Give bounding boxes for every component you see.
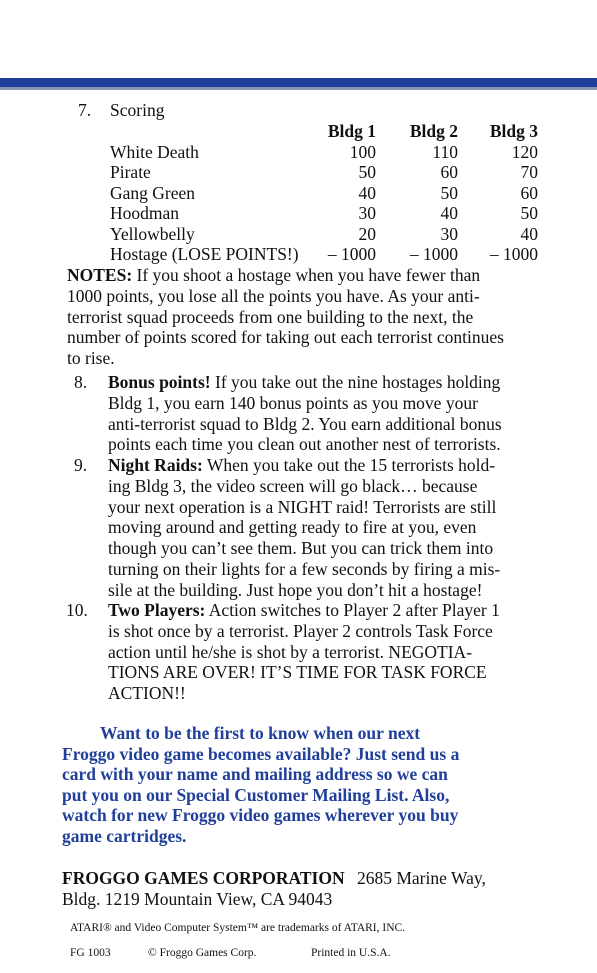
text-line: TIONS ARE OVER! IT’S TIME FOR TASK FORCE: [108, 662, 487, 683]
cell: 50: [440, 183, 458, 203]
text-line: Froggo video game becomes available? Just send us a: [62, 743, 460, 764]
cell: 40: [440, 203, 458, 223]
printed-notice: Printed in U.S.A.: [311, 947, 391, 959]
text-line: to rise.: [67, 348, 115, 369]
text-line: sile at the building. Just hope you don’t hit a hostage!: [108, 579, 483, 600]
cell: 60: [520, 183, 538, 203]
text-line: ing Bldg 3, the video screen will go black… because: [108, 475, 478, 496]
address-line-2: Bldg. 1219 Mountain View, CA 94043: [62, 889, 333, 909]
text-line: though you can’t see them. But you can trick them into: [108, 538, 494, 559]
row-label: White Death: [110, 142, 199, 162]
text-line: is shot once by a terrorist. Player 2 controls Task Force: [108, 620, 493, 641]
text-line: [108, 372, 502, 393]
trademark-notice: ATARI® and Video Computer System™ are trademarks of ATARI, INC.: [70, 922, 406, 934]
text-line: put you on our Special Customer Mailing List. Also,: [62, 784, 450, 805]
text-run: If you shoot a hostage when you have fewer than: [132, 265, 481, 285]
text-line: [67, 265, 504, 286]
text-line: game cartridges.: [62, 825, 187, 846]
two-players-paragraph: [108, 600, 500, 704]
column-header-bldg2: Bldg 2: [409, 121, 458, 141]
notes-paragraph: [67, 265, 504, 369]
row-label: Yellowbelly: [110, 224, 195, 244]
bonus-label: Bonus points!: [108, 372, 211, 392]
table-row: [110, 244, 540, 265]
text-line: terrorist squad proceeds from one building to the next, the: [67, 306, 474, 327]
text-line: anti-terrorist squad to Bldg 2. You earn additional bonus: [108, 413, 502, 434]
header-band-shadow: [0, 87, 597, 90]
cell: 40: [358, 183, 376, 203]
text-line: Want to be the first to know when our next: [100, 723, 421, 743]
company-address-line: [62, 868, 486, 889]
text-run: Action switches to Player 2 after Player 1: [205, 600, 500, 620]
text-line: [108, 600, 500, 621]
row-label: Hoodman: [110, 203, 180, 223]
cell: – 1000: [327, 244, 376, 264]
company-name: FROGGO GAMES CORPORATION: [62, 868, 345, 888]
cell: – 1000: [489, 244, 538, 264]
cell: 50: [520, 203, 538, 223]
text-line: Bldg 1, you earn 140 bonus points as you move your: [108, 392, 478, 413]
text-run: If you take out the nine hostages holding: [210, 372, 501, 392]
row-label: Hostage (LOSE POINTS!): [110, 244, 299, 264]
night-raids-label: Night Raids:: [108, 455, 203, 475]
mailing-list-promo: [62, 723, 582, 847]
text-line: moving around and getting ready to fire at you, even: [108, 517, 477, 538]
table-row: [110, 224, 540, 245]
notes-label: NOTES:: [67, 265, 133, 285]
text-line: card with your name and mailing address so we can: [62, 764, 448, 785]
bonus-paragraph: [108, 372, 502, 455]
text-line: number of points scored for taking out each terrorist continues: [67, 327, 504, 348]
section-number: 7.: [78, 100, 92, 120]
section-number: 10.: [66, 600, 88, 620]
cell: 40: [520, 224, 538, 244]
text-line: action until he/she is shot by a terrorist. NEGOTIA-: [108, 641, 473, 662]
cell: 110: [432, 142, 458, 162]
table-row: [110, 142, 540, 163]
cell: 60: [440, 162, 458, 182]
text-line: watch for new Froggo video games wherever you buy: [62, 805, 459, 826]
text-line: 1000 points, you lose all the points you have. As your anti-: [67, 285, 480, 306]
text-line: [108, 455, 500, 476]
column-header-bldg1: Bldg 1: [327, 121, 376, 141]
table-row: [110, 162, 540, 183]
cell: 120: [511, 142, 538, 162]
copyright-notice: © Froggo Games Corp.: [148, 947, 257, 959]
cell: 20: [358, 224, 376, 244]
section-title-scoring: Scoring: [110, 100, 165, 120]
two-players-label: Two Players:: [108, 600, 206, 620]
table-row: [110, 183, 540, 204]
cell: 100: [349, 142, 376, 162]
header-color-band: [0, 78, 597, 87]
night-raids-paragraph: [108, 455, 500, 601]
cell: 30: [440, 224, 458, 244]
cell: 50: [358, 162, 376, 182]
text-run: When you take out the 15 terrorists hold-: [202, 455, 496, 475]
text-line: turning on their lights for a few seconds by firing a mis-: [108, 558, 501, 579]
row-label: Pirate: [110, 162, 151, 182]
text-line: ACTION!!: [108, 683, 186, 704]
section-number: 8.: [74, 372, 88, 392]
section-number: 9.: [74, 455, 88, 475]
address-line-1: 2685 Marine Way,: [356, 868, 486, 888]
product-code: FG 1003: [70, 947, 111, 959]
row-label: Gang Green: [110, 183, 196, 203]
text-line: your next operation is a NIGHT raid! Terrorists are still: [108, 496, 497, 517]
cell: 30: [358, 203, 376, 223]
column-header-bldg3: Bldg 3: [489, 121, 538, 141]
table-row: [110, 203, 540, 224]
cell: – 1000: [409, 244, 458, 264]
scoring-header-row: [110, 121, 540, 142]
cell: 70: [520, 162, 538, 182]
text-line: points each time you clean out another nest of terrorists.: [108, 434, 501, 455]
